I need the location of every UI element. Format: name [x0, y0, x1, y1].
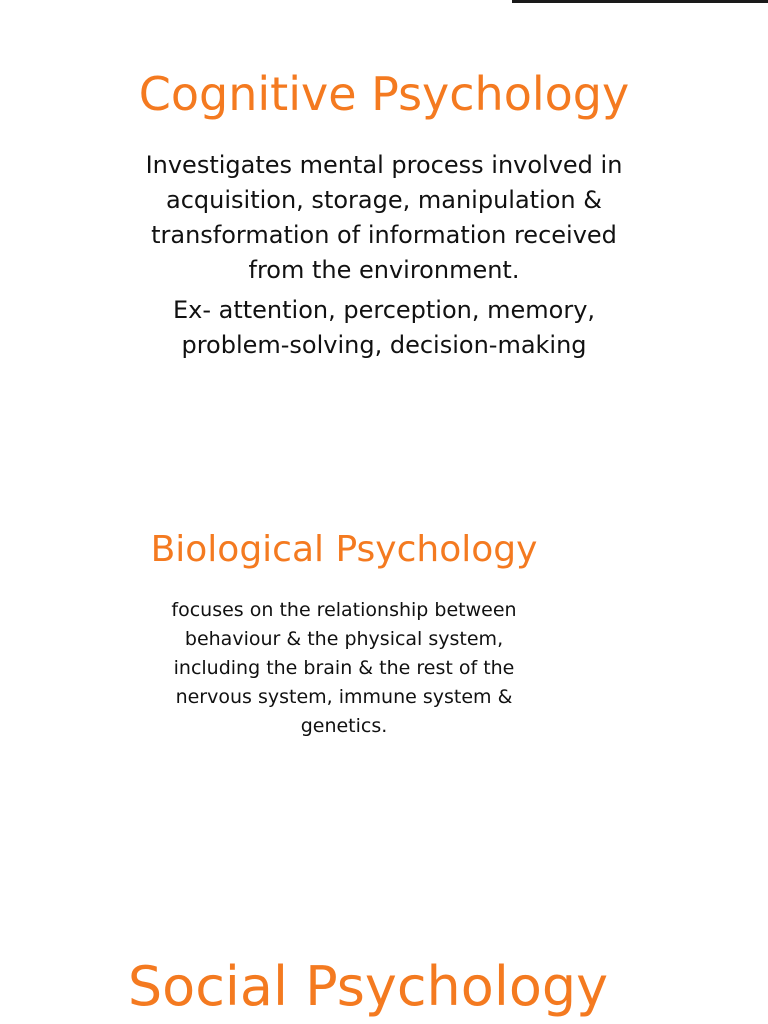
section-heading: Social Psychology: [127, 955, 609, 1018]
description-line: nervous system, immune system &: [175, 686, 513, 708]
section-examples: [40, 293, 728, 363]
section-heading: Biological Psychology: [150, 529, 538, 570]
section-description: [40, 148, 728, 288]
top-edge-line: [512, 0, 768, 3]
description-line: Investigates mental process involved in: [145, 151, 623, 179]
description-line: transformation of information received: [151, 221, 617, 249]
description-line: from the environment.: [248, 256, 520, 284]
example-line: problem-solving, decision-making: [181, 331, 587, 359]
section-description: [84, 596, 604, 741]
description-line: acquisition, storage, manipulation &: [166, 186, 602, 214]
section-heading: Cognitive Psychology: [138, 67, 630, 121]
description-line: behaviour & the physical system,: [184, 628, 504, 650]
example-line: Ex- attention, perception, memory,: [172, 296, 596, 324]
description-line: including the brain & the rest of the: [173, 657, 515, 679]
description-line: genetics.: [300, 715, 388, 737]
description-line: focuses on the relationship between: [171, 599, 517, 621]
